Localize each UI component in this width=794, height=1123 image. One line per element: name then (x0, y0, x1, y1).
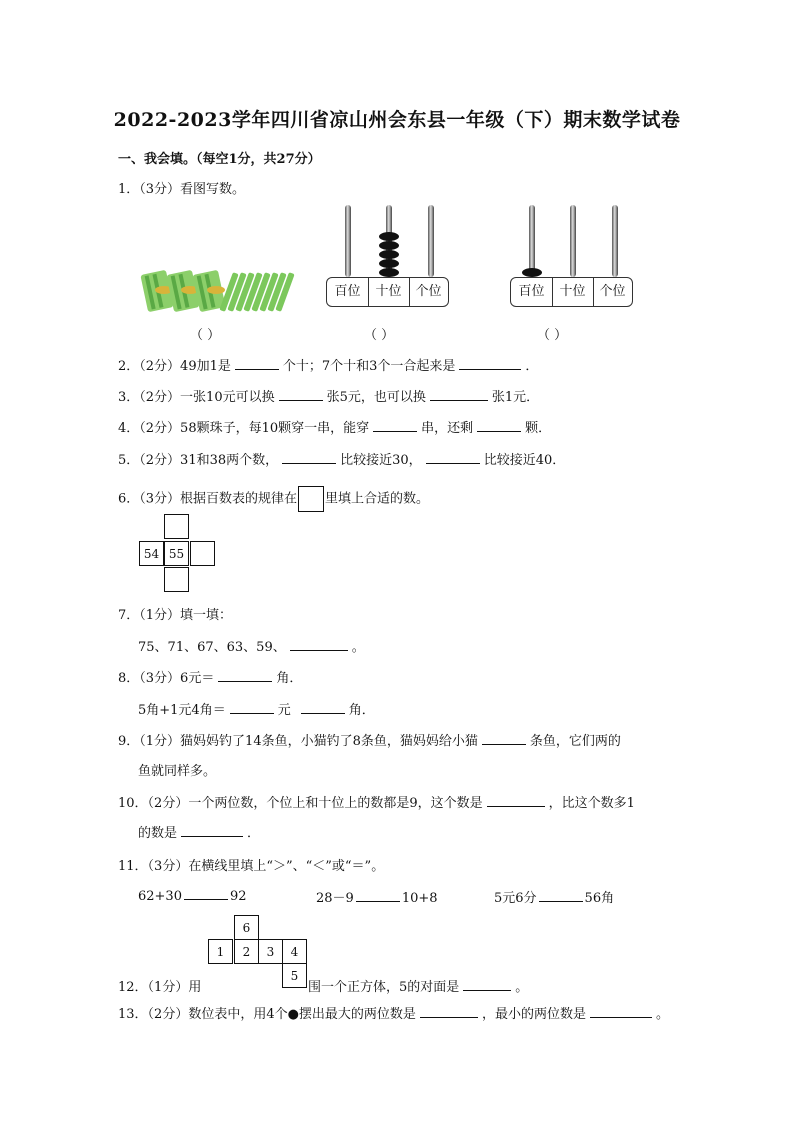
question-7-sequence (138, 636, 365, 655)
q10-text-a: 10．（2分）一个两位数，个位上和十位上的数都是9，这个数是 (118, 796, 483, 811)
compare-right: 10+8 (401, 891, 438, 906)
net-face: 2 (234, 939, 259, 964)
q7-seq: 75、71、67、63、59、 (138, 640, 286, 655)
q8-text-c: 5角+1元4角＝ (138, 703, 226, 718)
place-ones: 个位 (599, 284, 626, 299)
place-tens: 十位 (559, 284, 586, 299)
answer-blank[interactable] (356, 889, 400, 902)
page-title: 2022-2023学年四川省凉山州会东县一年级（下）期末数学试卷 (113, 109, 681, 131)
q3-text-a: 3．（2分）一张10元可以换 (118, 390, 275, 405)
compare-left: 5元6分 (494, 891, 537, 906)
answer-blank[interactable] (477, 419, 521, 432)
answer-blank[interactable] (279, 388, 323, 401)
compare-left: 28－9 (316, 891, 354, 906)
answer-blank[interactable] (373, 419, 417, 432)
q4-text-b: 串，还剩 (421, 421, 474, 436)
grid-cell: 54 (139, 541, 164, 566)
answer-blank[interactable] (218, 669, 272, 682)
section-heading: 一、我会填。（每空1分，共27分） (118, 152, 321, 167)
q13-text-b: ，最小的两位数是 (481, 1007, 586, 1022)
q8-text-e: 角． (348, 703, 375, 718)
abacus-rod (570, 205, 576, 277)
abacus-rod (612, 205, 618, 277)
net-face: 4 (282, 939, 307, 964)
answer-blank[interactable] (230, 701, 274, 714)
answer-paren-3[interactable]: （ ） (537, 328, 568, 343)
q6-text-b: 里填上合适的数。 (325, 491, 430, 507)
q8-text-b: 角． (276, 671, 303, 686)
answer-blank[interactable] (290, 638, 348, 651)
question-8 (118, 667, 302, 686)
answer-blank[interactable] (426, 451, 480, 464)
q4-text-c: 颗． (525, 421, 552, 436)
grid-cell: 55 (164, 541, 189, 566)
answer-blank[interactable] (181, 824, 243, 837)
net-face: 3 (258, 939, 283, 964)
answer-blank[interactable] (420, 1005, 478, 1018)
abacus-bead (379, 232, 399, 241)
question-3 (118, 386, 539, 405)
q4-text-a: 4．（2分）58颗珠子，每10颗穿一串，能穿 (118, 421, 370, 436)
abacus-rod (529, 205, 535, 277)
q5-text-b: 比较接近30， (340, 453, 422, 468)
q13-text-c: 。 (655, 1007, 669, 1022)
answer-paren-1[interactable]: （ ） (190, 328, 221, 343)
abacus-rod (428, 205, 434, 277)
q9-text-a: 9．（1分）猫妈妈钓了14条鱼，小猫钓了8条鱼，猫妈妈给小猫 (118, 734, 478, 749)
answer-blank[interactable] (590, 1005, 652, 1018)
q10-text-b: ，比这个数多1 (548, 796, 635, 811)
answer-paren-2[interactable]: （ ） (364, 328, 395, 343)
net-face: 6 (234, 915, 259, 940)
q2-text-b: 个十；7个十和3个一合起来是 (282, 359, 456, 374)
grid-cell-blank[interactable] (164, 514, 189, 539)
q10-text-d: ． (247, 826, 261, 841)
q12-text-b: 围一个正方体，5的对面是 (308, 980, 460, 995)
stick-bundles-image (140, 262, 296, 314)
question-12-label: 12．（1分）用 (118, 980, 202, 995)
place-value-table (326, 277, 449, 307)
question-4 (118, 417, 551, 436)
net-face: 1 (208, 939, 233, 964)
answer-blank[interactable] (459, 357, 521, 370)
abacus-rod (345, 205, 351, 277)
question-12-text (308, 976, 528, 995)
question-10 (118, 792, 635, 811)
question-7-label: 7．（1分）填一填： (118, 608, 233, 623)
q5-text-a: 5．（2分）31和38两个数， (118, 453, 279, 468)
question-8-line2 (138, 699, 375, 718)
question-10-line2 (138, 822, 260, 841)
answer-blank[interactable] (282, 451, 336, 464)
net-face: 5 (282, 963, 307, 988)
answer-box-icon (298, 486, 324, 512)
question-1-label: 1．（3分）看图写数。 (118, 182, 246, 197)
compare-left: 62+30 (138, 889, 182, 904)
q3-text-c: 张1元． (491, 390, 540, 405)
q10-text-c: 的数是 (138, 826, 178, 841)
abacus-bead (379, 259, 399, 268)
answer-blank[interactable] (235, 357, 279, 370)
place-ones: 个位 (415, 284, 442, 299)
abacus-bead (379, 241, 399, 250)
q13-text-a: 13．（2分）数位表中，用4个●摆出最大的两位数是 (118, 1007, 416, 1022)
compare-right: 92 (229, 889, 247, 904)
q3-text-b: 张5元，也可以换 (326, 390, 426, 405)
place-value-table (510, 277, 633, 307)
question-13 (118, 1003, 669, 1022)
question-2 (118, 355, 538, 374)
grid-cell-blank[interactable] (164, 567, 189, 592)
answer-blank[interactable] (463, 978, 511, 991)
q8-text-d: 元 (277, 703, 291, 718)
q2-text-a: 2．（2分）49加1是 (118, 359, 231, 374)
abacus-bead (522, 268, 542, 277)
abacus-bead (379, 250, 399, 259)
q7-end: 。 (351, 640, 365, 655)
compare-2 (316, 887, 438, 906)
answer-blank[interactable] (487, 794, 545, 807)
question-5 (118, 449, 565, 468)
question-9 (118, 730, 621, 749)
compare-right: 56角 (584, 891, 615, 906)
question-6 (118, 486, 429, 512)
q5-text-c: 比较接近40． (483, 453, 566, 468)
place-hundreds: 百位 (334, 284, 361, 299)
question-9-line2: 鱼就同样多。 (138, 764, 217, 779)
loose-sticks (219, 272, 294, 312)
answer-blank[interactable] (184, 887, 228, 900)
question-11-label: 11．（3分）在横线里填上“＞”、“＜”或“＝”。 (118, 859, 385, 874)
q6-text-a: 6．（3分）根据百数表的规律在 (118, 491, 298, 507)
grid-cell-blank[interactable] (190, 541, 215, 566)
place-tens: 十位 (375, 284, 402, 299)
compare-3 (494, 887, 614, 906)
q9-text-b: 条鱼，它们两的 (529, 734, 621, 749)
answer-blank[interactable] (539, 889, 583, 902)
answer-blank[interactable] (430, 388, 488, 401)
compare-1 (138, 887, 247, 904)
answer-blank[interactable] (301, 701, 345, 714)
place-hundreds: 百位 (518, 284, 545, 299)
q2-text-c: ． (525, 359, 539, 374)
abacus-bead (379, 268, 399, 277)
q8-text-a: 8．（3分）6元＝ (118, 671, 215, 686)
answer-blank[interactable] (482, 732, 526, 745)
q12-text-c: 。 (515, 980, 529, 995)
